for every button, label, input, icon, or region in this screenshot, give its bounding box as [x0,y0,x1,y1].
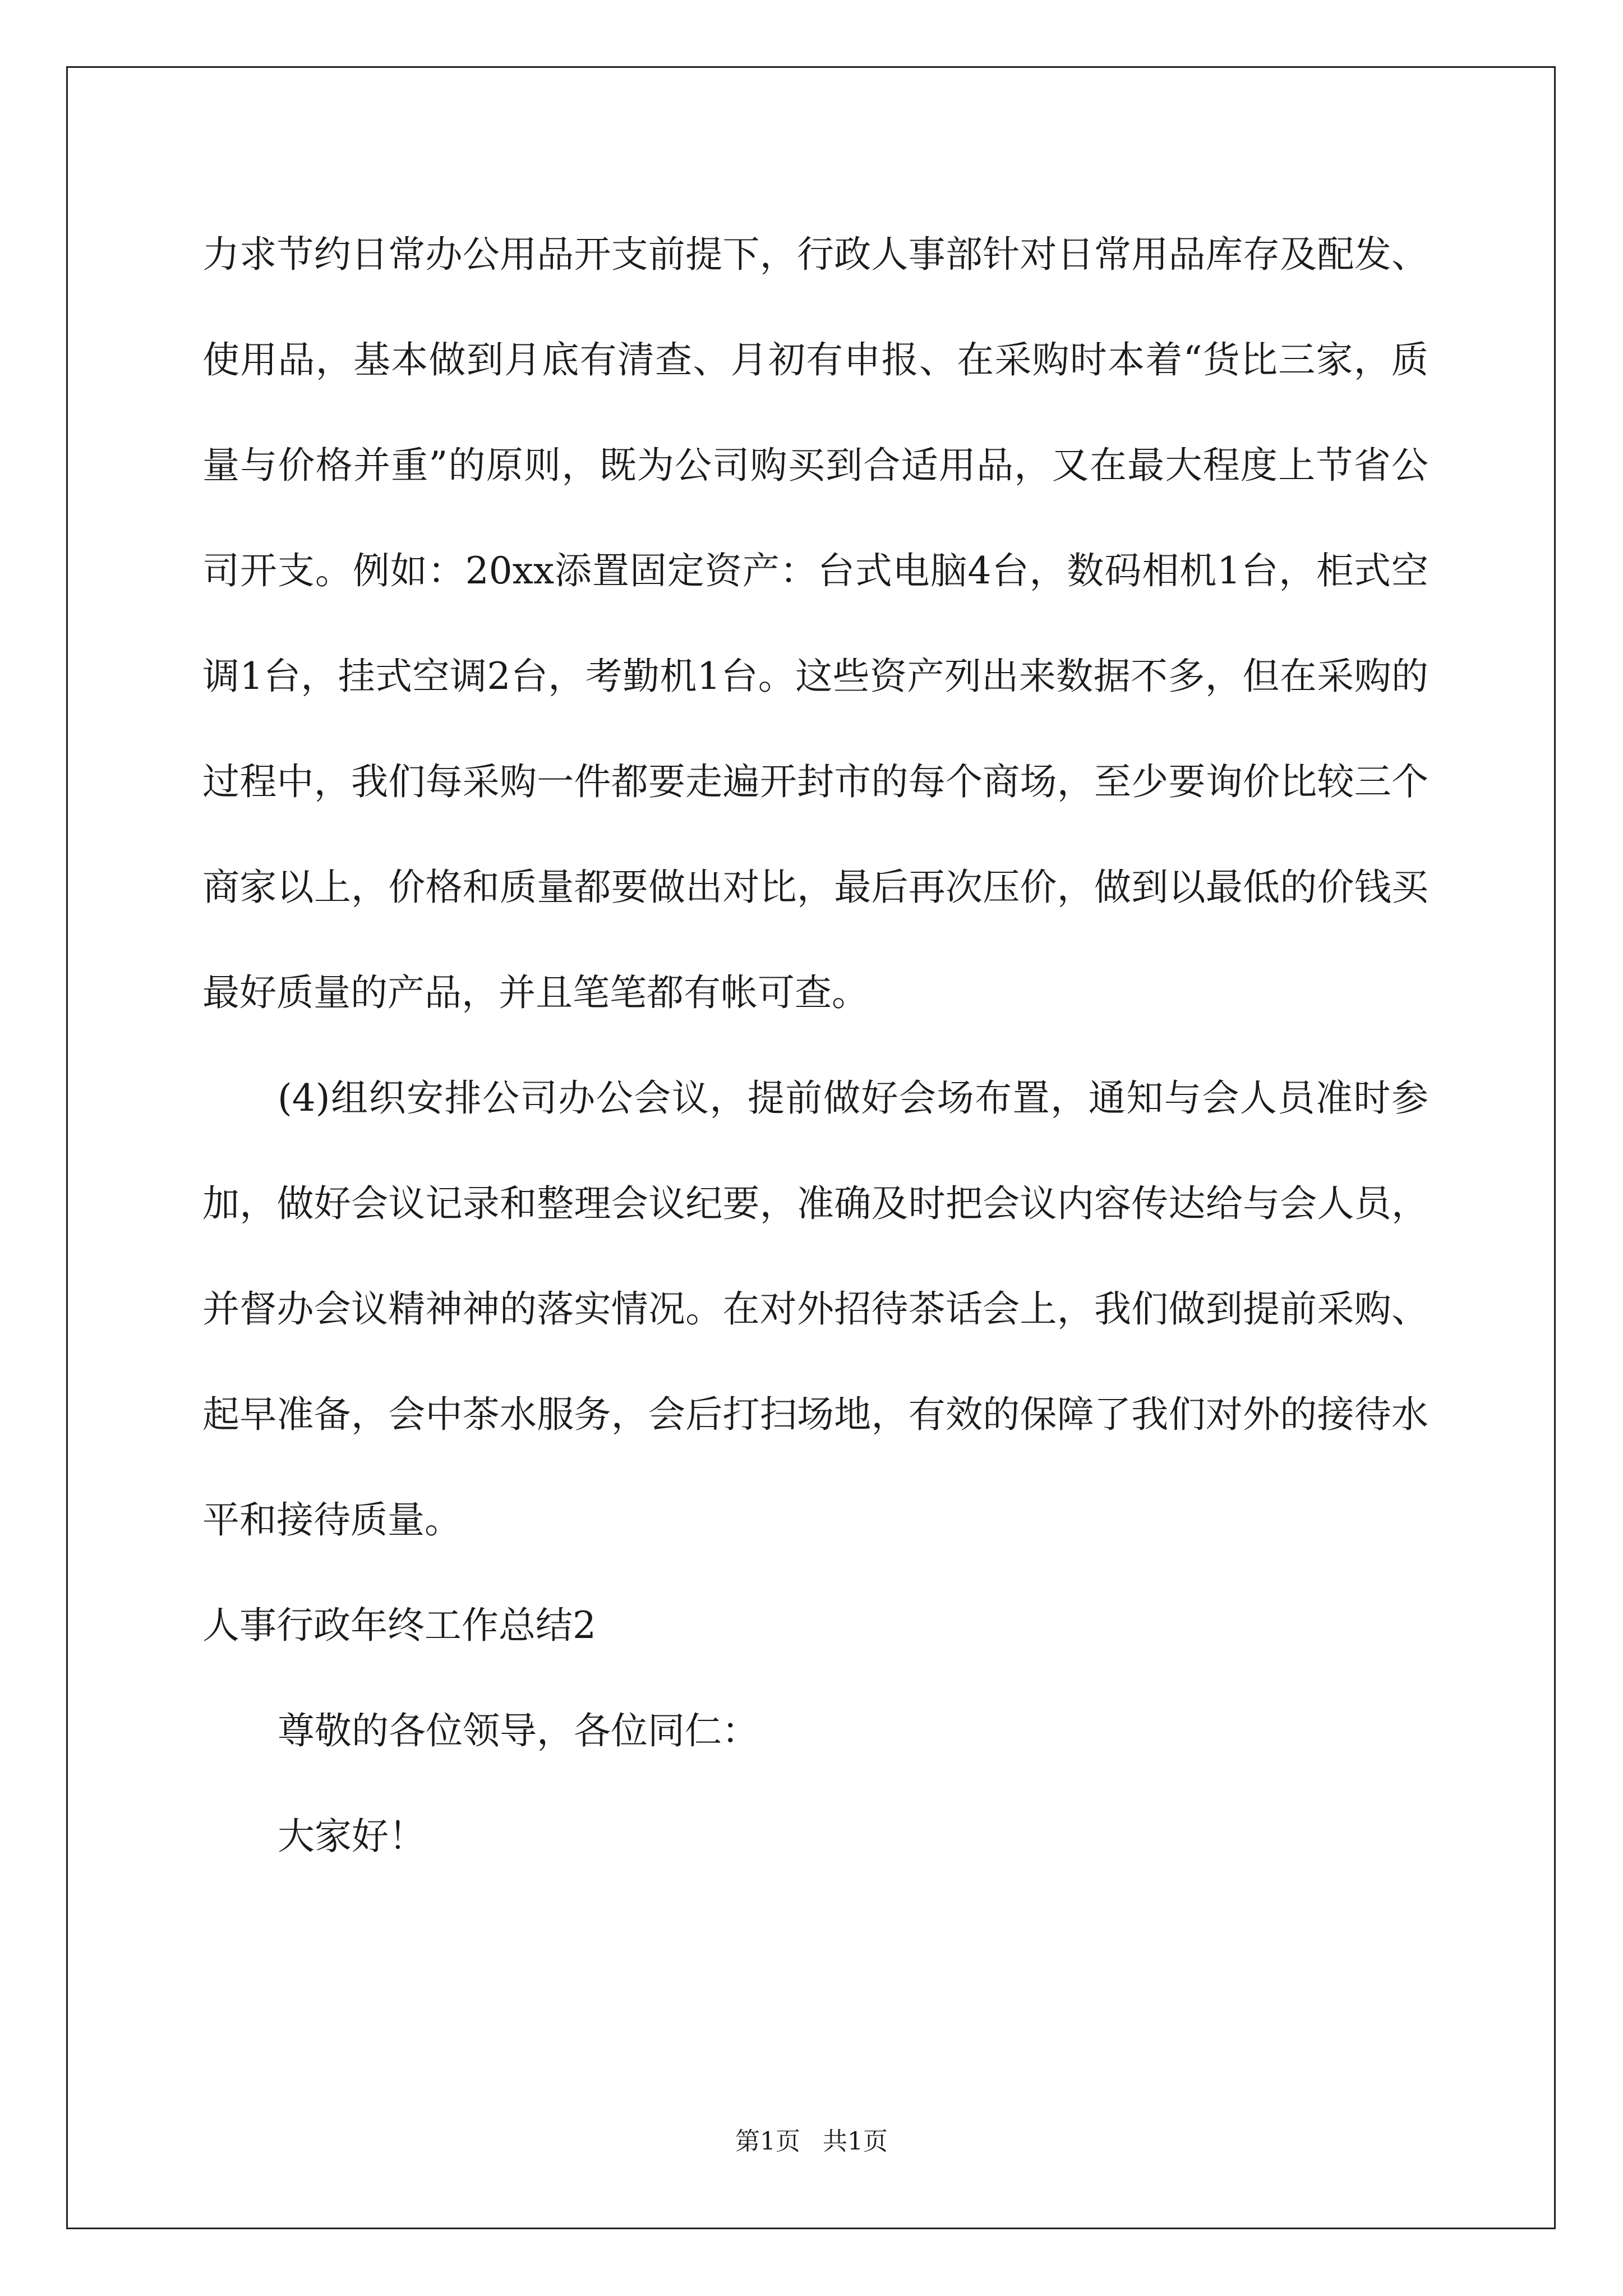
salutation: 尊敬的各位领导，各位同仁： [278,1709,759,1752]
paragraph-procurement: 力求节约日常办公用品开支前提下，行政人事部针对日常用品库存及配发、使用品，基本做到月底有清查、月初有申报、在采购时本着“货比三家，质量与价格并重”的原则，既为公司购买到合适用品，又在最大程度上节省公司开支。例如：20xx添置固定资产：台式电脑4台，数码相机1台，柜式空调1台，挂式空调2台，考勤机1台。这些资产列出来数据不多，但在采购的过程中，我们每采购一件都要走遍开封市的每个商场，至少要询价比较三个商家以上，价格和质量都要做出对比，最后再次压价，做到以最低的价钱买最好质量的产品，并且笔笔都有帐可查。 [202,233,1428,1014]
paragraph-meetings: (4)组织安排公司办公会议，提前做好会场布置，通知与会人员准时参加，做好会议记录和整理会议纪要，准确及时把会议内容传达给与会人员，并督办会议精神神的落实情况。在对外招待茶话会上，我们做到提前采购、起早准备，会中茶水服务，会后打扫场地，有效的保障了我们对外的接待水平和接待质量。 [202,1076,1428,1542]
greeting: 大家好！ [278,1815,426,1858]
section-heading: 人事行政年终工作总结2 [202,1604,596,1647]
page-number: 第1页 [735,2127,800,2156]
page-footer [0,2125,1623,2159]
document-body [202,202,1428,1889]
page-total: 共1页 [823,2127,888,2156]
